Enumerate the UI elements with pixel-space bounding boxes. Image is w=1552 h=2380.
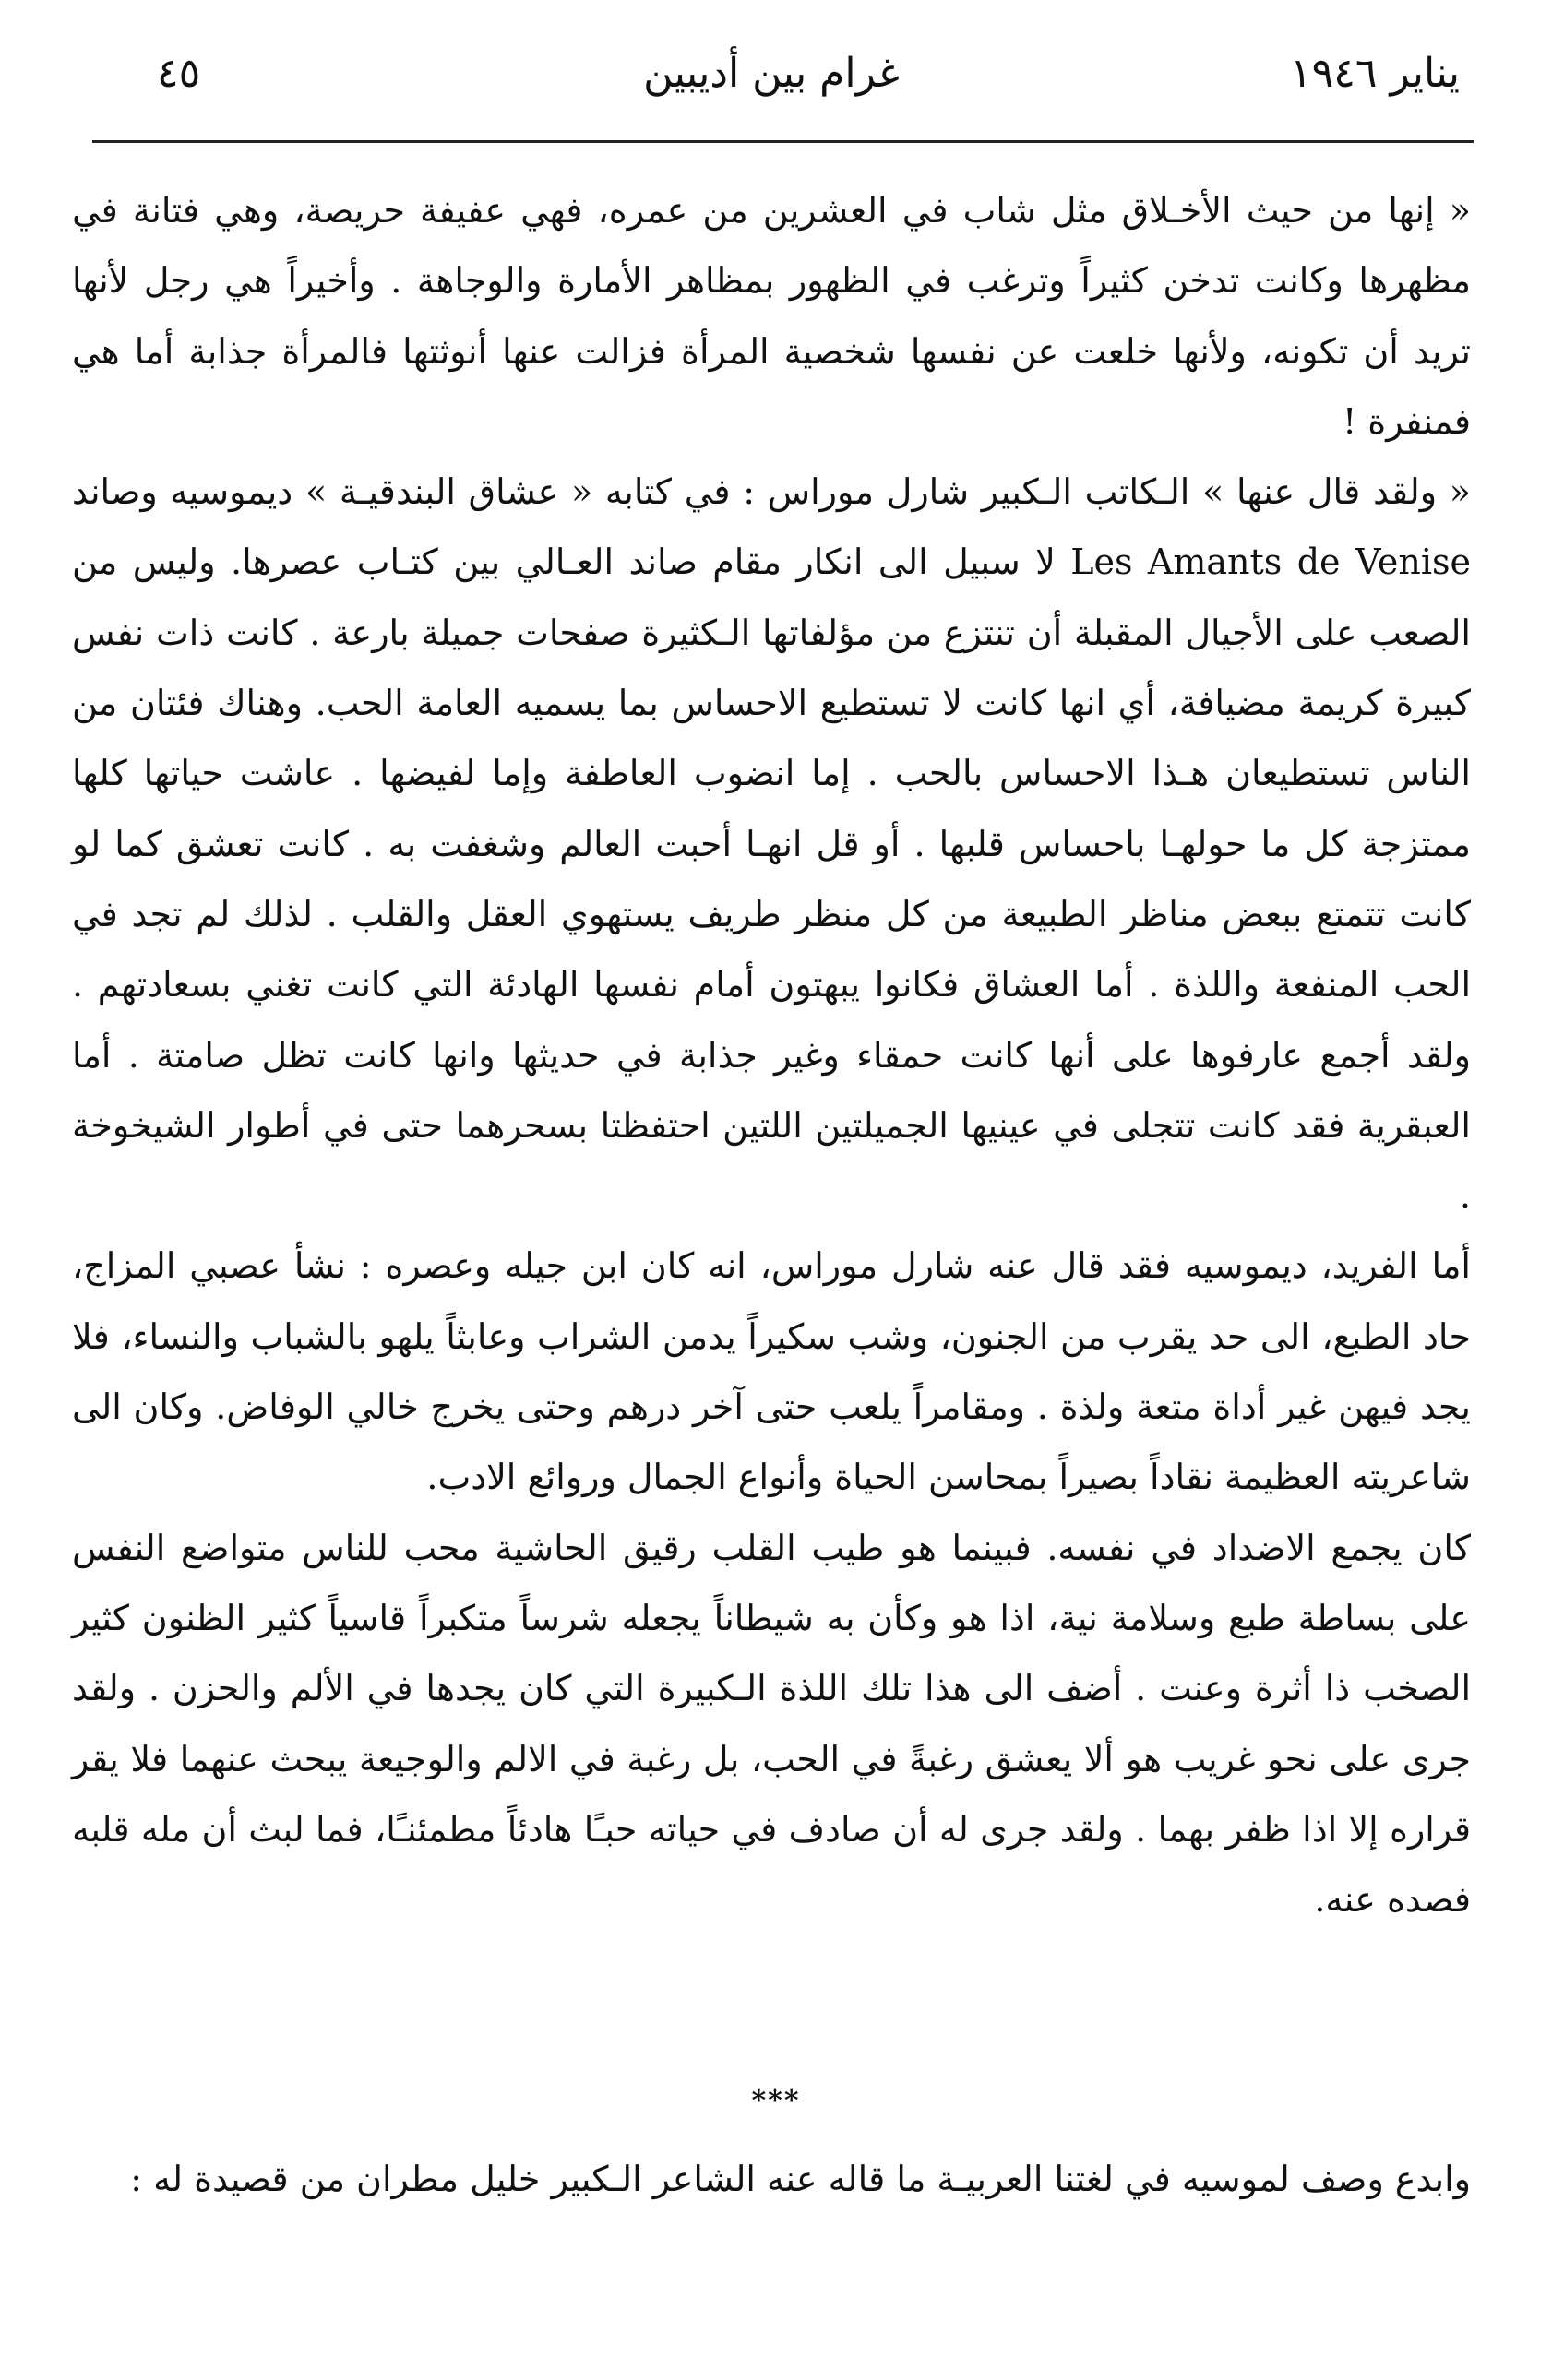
paragraph-maurras-on-sand: « ولقد قال عنها » الـكاتب الـكبير شارل موراس : في كتابه « عشاق البندقيـة » ديموسيه وصاند Les Amants de Venise لا سبيل الى انكار مقام صاند العـالي بين كتـاب عصرها. وليس من الصعب على الأجيال المقبلة أن تنتزع من مؤلفاتها الـكثيرة صفحات جميلة بارعة . كانت ذات نفس كبيرة كريمة مضيافة، أي انها كانت لا تستطيع الاحساس بما يسميه العامة الحب. وهناك فئتان من الناس تستطيعان هـذا الاحساس بالحب . إما انضوب العاطفة وإما لفيضها . عاشت حياتها كلها ممتزجة كل ما حولهـا باحساس قلبها . أو قل انهـا أحبت العالم وشغفت به . كانت تعشق كما لو كانت تتمتع ببعض مناظر الطبيعة من كل منظر طريف يستهوي العقل والقلب . لذلك لم تجد في الحب المنفعة واللذة . أما العشاق فكانوا يبهتون أمام نفسها الهادئة التي كانت تغني بسعادتهم . ولقد أجمع عارفوها على أنها كانت حمقاء وغير جذابة في حديثها وانها كانت تظل صامتة . أما العبقرية فقد كانت تتجلى في عينيها الجميلتين اللتين احتفظتا بسحرهما حتى في أطوار الشيخوخة . (72, 471, 1471, 1217)
paragraph-musset-contradictions: كان يجمع الاضداد في نفسه. فبينما هو طيب القلب رقيق الحاشية محب للناس متواضع النفس على بساطة طبع وسلامة نية، اذا هو وكأن به شيطاناً يجعله شرساً متكبراً قاسياً كثير الظنون كثير الصخب ذا أثرة وعنت . أضف الى هذا تلك اللذة الـكبيرة التي كان يجدها في الألم والحزن . ولقد جرى على نحو غريب هو ألا يعشق رغبةً في الحب، بل رغبة في الالم والوجيعة يبحث عنهما فلا يقر قراره إلا اذا ظفر بهما . ولقد جرى له أن صادف في حياته حبـًا هادئاً مطمئنـًا، فما لبث أن مله قلبه فصده عنه. (72, 1527, 1471, 1921)
main-text (72, 175, 1471, 1934)
paragraph-maurras-on-musset: أما الفريد، ديموسيه فقد قال عنه شارل موراس، انه كان ابن جيله وعصره : نشأ عصبي المزاج، حاد الطبع، الى حد يقرب من الجنون، وشب سكيراً يدمن الشراب وعابثاً يلهو بالشباب والنساء، فلا يجد فيهن غير أداة متعة ولذة . ومقامراً يلعب حتى آخر درهم وحتى يخرج خالي الوفاض. وكان الى شاعريته العظيمة نقاداً بصيراً بمحاسن الحياة وأنواع الجمال وروائع الادب. (72, 1245, 1471, 1498)
paragraph-sand-description: « إنها من حيث الأخـلاق مثل شاب في العشرين من عمره، فهي عفيفة حريصة، وهي فتانة في مظهرها وكانت تدخن كثيراً وترغب في الظهور بمظاهر الأمارة والوجاهة . وأخيراً هي رجل لأنها تريد أن تكونه، ولأنها خلعت عن نفسها شخصية المرأة فزالت عنها أنوثتها فالمرأة جذابة أما هي فمنفرة ! (72, 190, 1471, 442)
section-separator: *** (751, 2085, 801, 2117)
running-header (83, 37, 1460, 111)
page-number: ٤٥ (157, 50, 201, 97)
closing-paragraph: وابدع وصف لموسيه في لغتنا العربيـة ما قاله عنه الشاعر الـكبير خليل مطران من قصيدة له : (130, 2159, 1471, 2199)
header-divider (92, 140, 1474, 143)
header-title: غرام بين أديبين (643, 50, 900, 97)
header-date: يناير ١٩٤٦ (1290, 50, 1460, 97)
